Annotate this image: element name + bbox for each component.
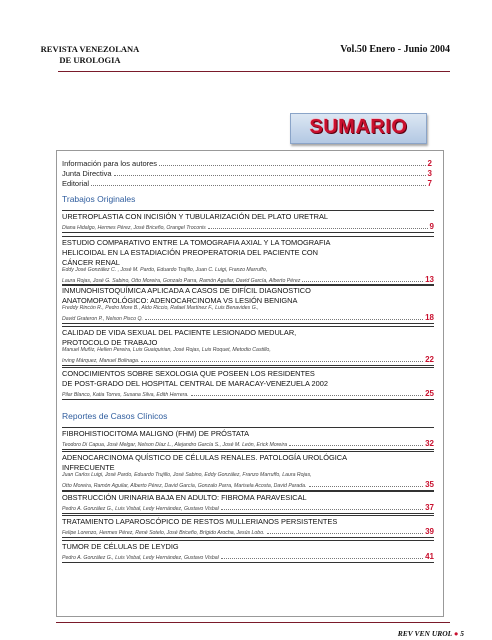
leader-dots — [221, 551, 423, 559]
journal-name-line1: REVISTA VENEZOLANA — [40, 44, 140, 54]
entry-title: HELICOIDAL EN LA ESTADIACIÓN PREOPERATORIA DEL PACIENTE CON — [62, 248, 318, 257]
entry-author-row — [62, 354, 434, 365]
entry-author-row — [62, 479, 434, 490]
entry-authors: Laura Rojas, José G. Sabino, Otto Moreira, Gonzalo Parra, Ramón Aguilar, David García, Alberto Pérez — [62, 278, 301, 284]
page-number: 41 — [425, 552, 434, 561]
leader-dots — [221, 502, 423, 510]
entry-title: DE POST-GRADO DEL HOSPITAL CENTRAL DE MARACAY-VENEZUELA 2002 — [62, 379, 328, 388]
leader-dots — [289, 438, 423, 446]
entry-title: CALIDAD DE VIDA SEXUAL DEL PACIENTE LESIONADO MEDULAR, — [62, 328, 297, 337]
leader-dots — [267, 526, 424, 534]
entry-author-row — [62, 221, 434, 232]
entry-title: OBSTRUCCIÓN URINARIA BAJA EN ADULTO: FIBROMA PARAVESICAL — [62, 493, 307, 502]
page-number: 22 — [425, 355, 434, 364]
entry-authors: Diana Hidalgo, Hermes Pérez, José Briceño, Orangel Troconis — [62, 225, 206, 231]
toc-entry[interactable] — [62, 236, 434, 286]
page-title: SUMARIO — [309, 116, 408, 138]
leader-dots — [145, 312, 423, 320]
footer-divider — [56, 622, 450, 623]
footer-page-number: 5 — [460, 629, 464, 638]
entry-author-row — [62, 438, 434, 449]
leader-dots — [191, 388, 423, 396]
entry-title: PROTOCOLO DE TRABAJO — [62, 338, 158, 347]
entry-title: ESTUDIO COMPARATIVO ENTRE LA TOMOGRAFIA AXIAL Y LA TOMOGRAFIA — [62, 238, 331, 247]
toc-entry[interactable] — [62, 515, 434, 538]
entry-authors: Felipe Lorenzo, Hermes Pérez, René Sotelo, José Briceño, Brígido Arocha, Jesús Lobo. — [62, 530, 265, 536]
entry-author-row — [62, 312, 434, 323]
toc-entry[interactable] — [62, 491, 434, 514]
front-matter-item[interactable] — [62, 168, 432, 178]
page-number: 25 — [425, 389, 434, 398]
entry-author-row — [62, 551, 434, 562]
entry-title: INFRECUENTE — [62, 463, 115, 472]
front-matter-item[interactable] — [62, 158, 432, 168]
entry-authors: Pilar Blanco, Katia Torres, Susana Silva, Edith Herrera. — [62, 392, 189, 398]
entry-title: CONOCIMIENTOS SOBRE SEXOLOGIA QUE POSEEN LOS RESIDENTES — [62, 369, 315, 378]
entry-authors: Freddy Rincón R., Pedro More B., Aldo Riccio, Rafael Martínez F., Luis Benavides G., — [62, 305, 259, 311]
entry-authors: Manuel Muñiz, Hellen Pereira, Luis Guaiquirian, José Rojas, Luis Roquet, Metodio Castillo, — [62, 347, 271, 353]
page-number: 18 — [425, 313, 434, 322]
footer-journal: REV VEN UROL — [397, 629, 452, 638]
page-number: 35 — [425, 480, 434, 489]
entry-authors: Juan Carlos Luigi, José Pardo, Eduardo Trujillo, José Sabino, Eddy González, Franzo Marruffo, Laura Rojas, — [62, 472, 312, 478]
entry-authors: Pedro A. González G., Luis Visbal, Ledy Hernández, Gustavo Visbal — [62, 506, 219, 512]
entry-author-row — [62, 502, 434, 513]
entry-authors: Irving Márquez, Manuel Bolinaga. — [62, 358, 140, 364]
page-number: 32 — [425, 439, 434, 448]
bullet-icon: ● — [453, 629, 459, 638]
toc-entry[interactable] — [62, 540, 434, 563]
journal-name-line2: DE UROLOGIA — [59, 55, 121, 65]
front-matter-label: Información para los autores — [62, 159, 158, 168]
entry-title: ADENOCARCINOMA QUÍSTICO DE CÉLULAS RENALES. PATOLOGÍA UROLÓGICA — [62, 453, 348, 462]
front-matter-label: Junta Directiva — [62, 169, 112, 178]
page-footer — [398, 629, 464, 638]
leader-dots — [91, 178, 425, 186]
leader-dots — [114, 168, 426, 176]
entry-authors: Eddy José González C. , José M. Pardo, Eduardo Trujillo, Juan C. Luigi, Franzo Marruffo, — [62, 267, 268, 273]
leader-dots — [302, 274, 423, 282]
page-number: 7 — [427, 179, 432, 188]
front-matter-label: Editorial — [62, 179, 90, 188]
entry-title: TUMOR DE CÉLULAS DE LEYDIG — [62, 542, 179, 551]
header-divider — [58, 71, 450, 72]
entry-author-row — [62, 388, 434, 399]
toc-entry[interactable] — [62, 367, 434, 400]
issue-info: Vol.50 Enero - Junio 2004 — [340, 44, 450, 55]
page-number: 9 — [429, 222, 434, 231]
page-number: 2 — [427, 159, 432, 168]
page-number: 13 — [425, 275, 434, 284]
toc-entry[interactable] — [62, 326, 434, 366]
entry-authors: Teodoro Di Capua, José Melgar, Nelson Díaz L., Alejandro García S., José M. León, Erick Moreira — [62, 442, 288, 448]
sumario-title-box — [290, 113, 427, 144]
entry-author-row — [62, 526, 434, 537]
leader-dots — [309, 479, 424, 487]
leader-dots — [141, 354, 423, 362]
section-heading-casos: Reportes de Casos Clínicos — [62, 411, 168, 421]
entry-title: INMUNOHISTOQUÍMICA APLICADA A CASOS DE DIFÍCIL DIAGNOSTICO — [62, 286, 311, 295]
toc-entry[interactable] — [62, 427, 434, 450]
section-heading-originales: Trabajos Originales — [62, 194, 136, 204]
page-number: 37 — [425, 503, 434, 512]
entry-title: CÁNCER RENAL — [62, 258, 120, 267]
journal-name — [20, 44, 160, 66]
toc-entry[interactable] — [62, 210, 434, 233]
entry-title: TRATAMIENTO LAPAROSCÓPICO DE RESTOS MULLERIANOS PERSISTENTES — [62, 517, 338, 526]
entry-authors: Pedro A. González G., Luis Visbal, Ledy Hernández, Gustavo Visbal — [62, 555, 219, 561]
page-number: 39 — [425, 527, 434, 536]
entry-authors: David Grateron P., Nelson Pisco Q. — [62, 316, 143, 322]
page-number: 3 — [427, 169, 432, 178]
entry-title: ANATOMOPATOLÓGICO: ADENOCARCINOMA VS LESIÓN BENIGNA — [62, 296, 298, 305]
entry-title: URETROPLASTIA CON INCISIÓN Y TUBULARIZACIÓN DEL PLATO URETRAL — [62, 212, 328, 221]
front-matter-item[interactable] — [62, 178, 432, 188]
entry-authors: Otto Moreira, Ramón Aguilar, Alberto Pérez, David García, Gonzalo Parra, Marisela Acosta, David Parada. — [62, 483, 307, 489]
toc-entry[interactable] — [62, 451, 434, 491]
entry-title: FIBROHISTIOCITOMA MALIGNO (FHM) DE PRÓSTATA — [62, 429, 250, 438]
leader-dots — [159, 158, 425, 166]
toc-entry[interactable] — [62, 284, 434, 324]
leader-dots — [208, 221, 428, 229]
